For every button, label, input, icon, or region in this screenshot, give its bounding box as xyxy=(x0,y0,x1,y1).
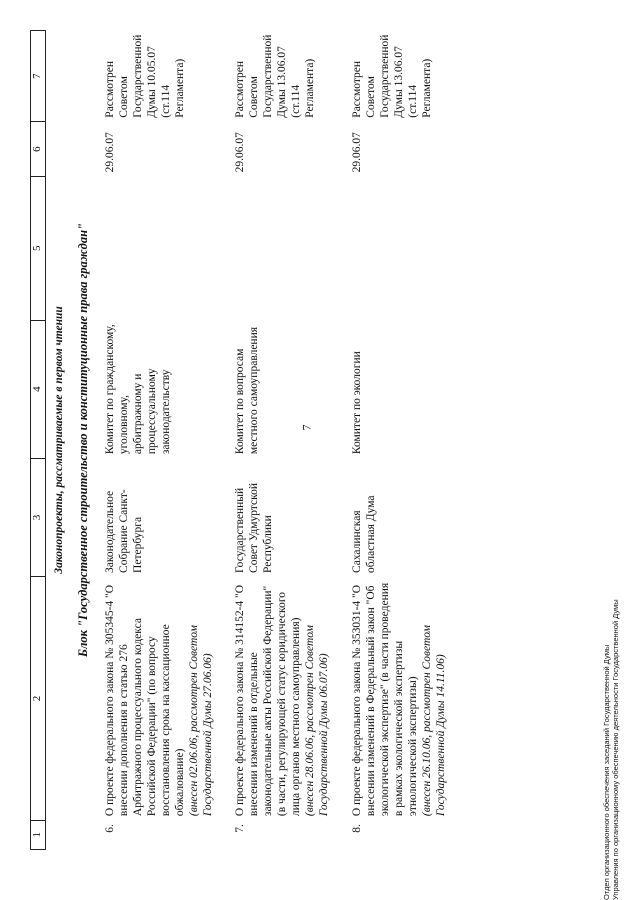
bill-title: О проекте федерального закона № 314152-4 "О внесении изменений в отдельные законодательные акты Российской Федерации" (в части, регулирующей статус юридического лица органов местного самоуправления) xyxy=(234,584,303,817)
committee: Комитет по гражданскому, уголовному, арбитражному и процессуальному законодательству xyxy=(104,324,173,455)
table-row xyxy=(346,31,462,850)
column-number: 2 xyxy=(31,577,46,820)
committee: Комитет по экологии xyxy=(350,351,363,455)
row-number: 6. xyxy=(104,824,117,833)
committee: Комитет по вопросам местного самоуправления xyxy=(234,326,261,455)
bill-title: О проекте федерального закона № 353031-4 "О внесении изменений в Федеральный закон "Об экологической экспертизе" (в части проведения в рамках экологической экспертизы этнологической экспертизы) xyxy=(350,582,419,817)
column-5-cell xyxy=(229,176,345,320)
column-number: 4 xyxy=(31,320,46,458)
bill-description xyxy=(99,577,229,820)
date: 29.06.07 xyxy=(104,132,117,173)
footer xyxy=(602,340,621,900)
column-number: 1 xyxy=(31,820,46,849)
status: Рассмотрен Советом Государственной Думы 13.06.07 (ст.114 Регламента) xyxy=(234,34,317,118)
agenda-table xyxy=(30,30,462,850)
footer-line: Отдел организационного обеспечения заседаний Государственной Думы xyxy=(602,644,611,900)
column-5-cell xyxy=(99,176,229,320)
column-number: 7 xyxy=(31,31,46,122)
column-number: 6 xyxy=(31,122,46,177)
bill-description xyxy=(346,577,462,820)
bill-title: О проекте федерального закона № 305345-4 "О внесении дополнения в статью 276 Арбитражного процессуального кодекса Российской Федерации" (по вопросу восстановления срока на кассационное обжалование) xyxy=(104,584,187,817)
column-5-cell xyxy=(346,176,462,320)
initiator: Государственный Совет Удмуртской Республики xyxy=(234,482,275,573)
status: Рассмотрен Советом Государственной Думы 13.06.07 (ст.114 Регламента) xyxy=(350,34,433,118)
column-number: 5 xyxy=(31,176,46,320)
date: 29.06.07 xyxy=(234,132,247,173)
status: Рассмотрен Советом Государственной Думы 10.05.07 (ст.114 Регламента) xyxy=(104,34,187,118)
initiator: Сахалинская областная Дума xyxy=(350,495,377,573)
footer-line: Управления по организационному обеспечению деятельности Государственной Думы xyxy=(611,599,621,900)
bill-note: (внесен 26.10.06, рассмотрен Советом Государственной Думы 14.11.06) xyxy=(420,625,447,817)
initiator: Законодательное Собрание Санкт-Петербурга xyxy=(104,489,145,573)
page-number: 7 xyxy=(299,424,314,431)
row-number: 8. xyxy=(350,824,363,833)
row-number: 7. xyxy=(234,824,247,833)
column-number: 3 xyxy=(31,458,46,577)
table-row xyxy=(229,31,345,850)
bill-note: (внесен 28.06.06, рассмотрен Советом Государственной Думы 06.07.06) xyxy=(304,625,331,817)
column-number-row xyxy=(31,31,46,850)
agenda-table-page xyxy=(30,30,590,870)
table-row xyxy=(99,31,229,850)
bill-description xyxy=(229,577,345,820)
date: 29.06.07 xyxy=(350,132,363,173)
group-heading: Законопроекты, рассматриваемые в первом чтении xyxy=(53,306,65,574)
bill-note: (внесен 02.06.06, рассмотрен Советом Государственной Думы 27.06.06) xyxy=(188,625,215,817)
block-heading: Блок "Государственное строительство и конституционные права граждан" xyxy=(76,223,91,657)
